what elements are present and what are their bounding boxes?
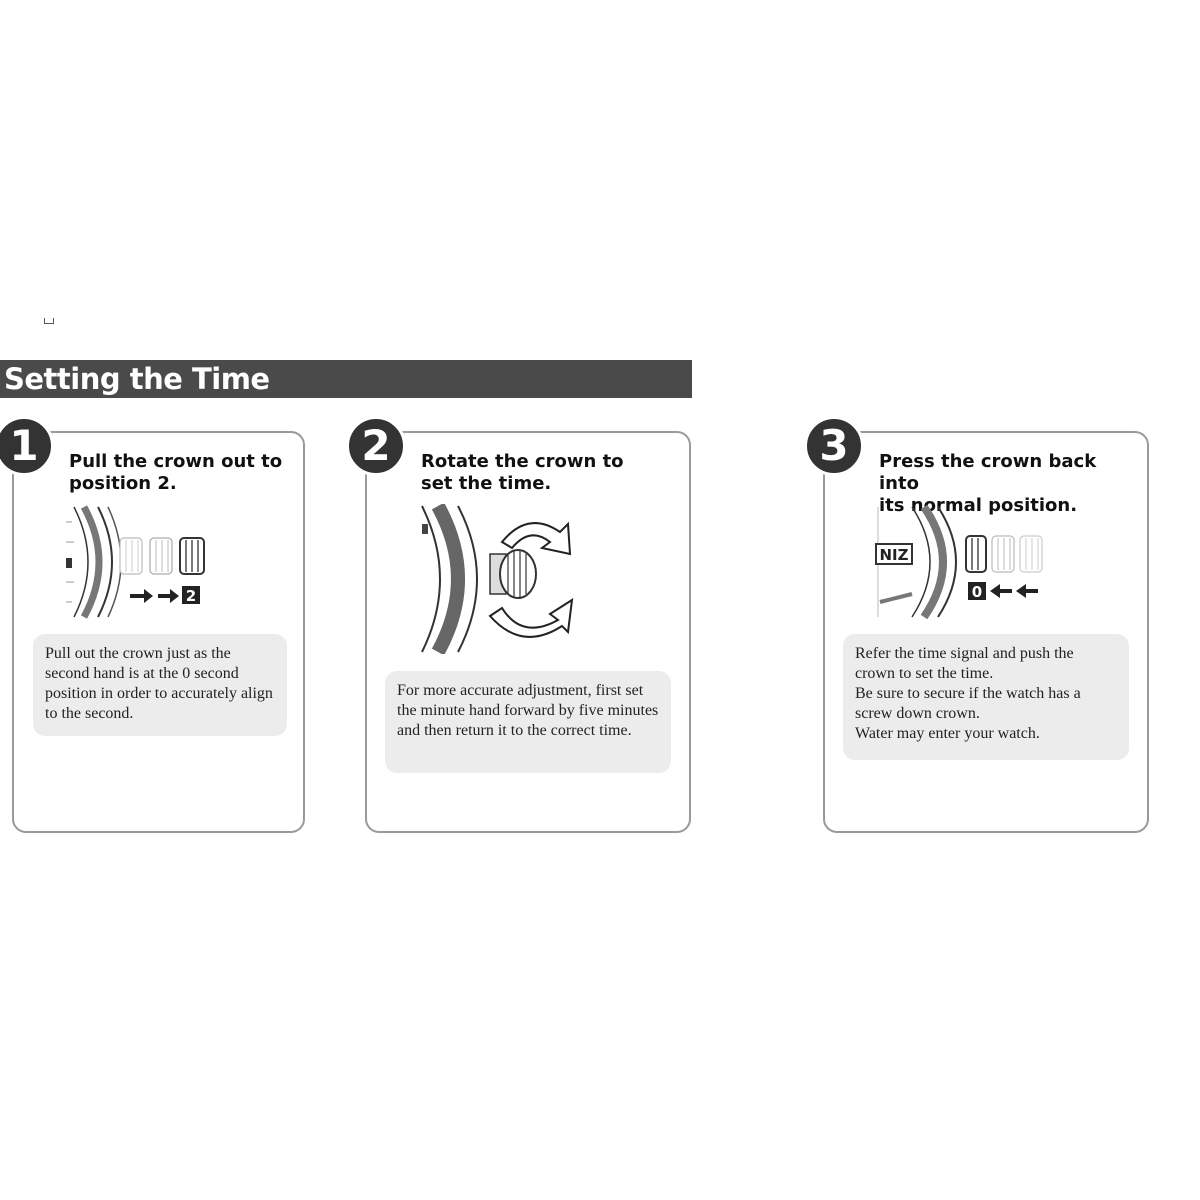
step-3-note-line-2: Be sure to secure if the watch has a screw down crown.: [855, 685, 1081, 722]
step-2-note-text: For more accurate adjustment, first set the minute hand forward by five minutes and then return it to the correct time.: [397, 682, 659, 739]
step-2-badge: 2: [346, 416, 406, 476]
step-3-heading: Press the crown back into its normal position.: [879, 451, 1097, 516]
crown-rotate-illustration-icon: [418, 504, 588, 654]
step-3-dial-window: NIZ: [879, 546, 909, 564]
step-2-heading: Rotate the crown to set the time.: [421, 451, 624, 494]
step-3-note-line-1: Refer the time signal and push the crown to set the time.: [855, 645, 1074, 682]
step-1-note: [33, 634, 287, 736]
section-title: Setting the Time: [0, 360, 692, 398]
step-1-badge: 1: [0, 416, 54, 476]
step-2-note: [385, 671, 671, 773]
step-1-note-text: Pull out the crown just as the second hand is at the 0 second position in order to accurately align to the second.: [45, 645, 273, 722]
stray-mark: [44, 318, 54, 324]
step-3-badge: 3: [804, 416, 864, 476]
crown-pull-illustration-icon: [62, 502, 222, 622]
crown-push-illustration-icon: [872, 502, 1052, 622]
step-1-position-label: 2: [185, 587, 197, 605]
step-3-note: [843, 634, 1129, 760]
step-1-heading: Pull the crown out to position 2.: [69, 451, 283, 494]
step-3-note-line-3: Water may enter your watch.: [855, 725, 1040, 742]
step-3-position-label: 0: [971, 583, 983, 601]
